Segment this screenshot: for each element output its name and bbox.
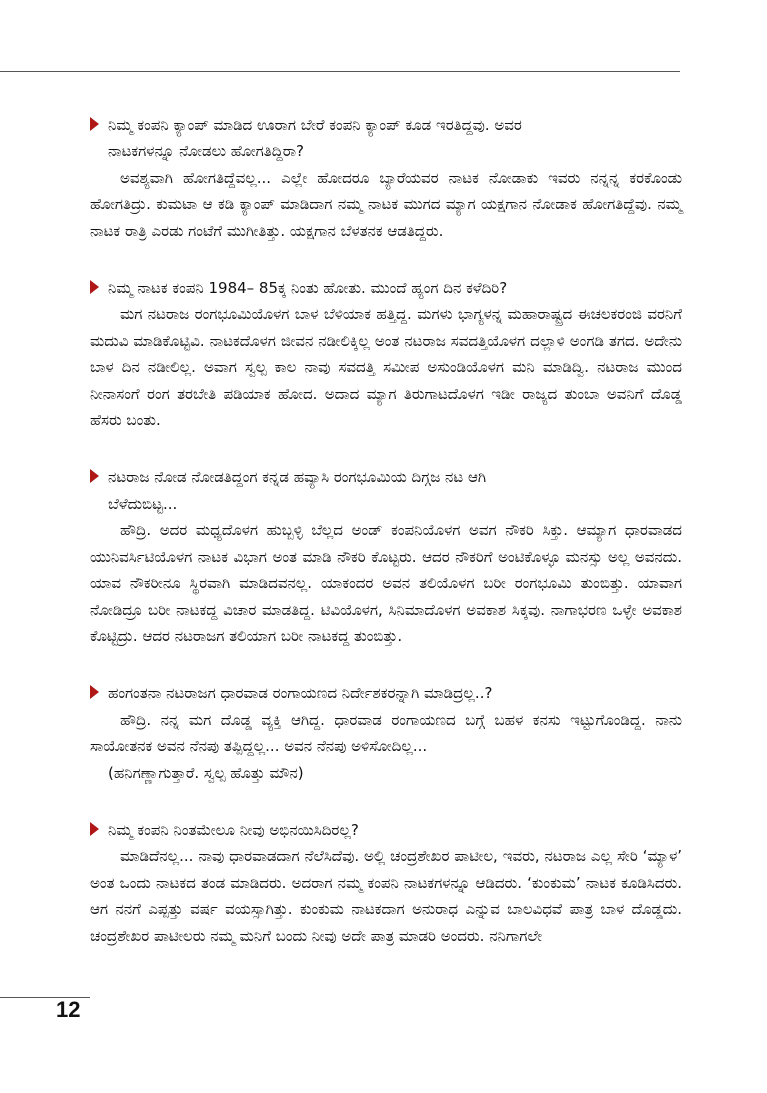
- red-arrow-icon: [90, 280, 99, 294]
- question-text: ನಿಮ್ಮ ನಾಟಕ ಕಂಪನಿ 1984– 85ಕ್ಕ ನಿಂತು ಹೋತು. ಮುಂದೆ ಹ್ಯಂಗ ದಿನ ಕಳೆದಿರಿ?: [108, 279, 508, 298]
- interview-body: [90, 112, 682, 980]
- page-number: 12: [56, 997, 81, 1022]
- answer: ಮಾಡಿದೆನಲ್ಲ... ನಾವು ಧಾರವಾಡದಾಗ ನೆಲೆಸಿದೆವು. ಅಲ್ಲಿ ಚಂದ್ರಶೇಖರ ಪಾಟೀಲ, ಇವರು, ನಟರಾಜ ಎಲ್ಲ ಸೇರಿ ‘ಮ್ಯಾಳ’ ಅಂತ ಒಂದು ನಾಟಕದ ತಂಡ ಮಾಡಿದರು. ಅದರಾಗ ನಮ್ಮ ಕಂಪನಿ ನಾಟಕಗಳನ್ನೂ ಆಡಿದರು. ‘ಕುಂಕುಮ’ ನಾಟಕ ಕೂಡಿಸಿದರು. ಆಗ ನನಗೆ ಎಪ್ಪತ್ತು ವರ್ಷ ವಯಸ್ಸಾಗಿತ್ತು. ಕುಂಕುಮ ನಾಟಕದಾಗ ಅನುರಾಧ ಎನ್ನುವ ಬಾಲವಿಧವೆ ಪಾತ್ರ ಬಾಳ ದೊಡ್ಡದು. ಚಂದ್ರಶೇಖರ ಪಾಟೀಲರು ನಮ್ಮ ಮನಿಗೆ ಬಂದು ನೀವು ಅದೇ ಪಾತ್ರ ಮಾಡರಿ ಅಂದರು. ನನಿಗಾಗಲೇ: [90, 847, 682, 945]
- red-arrow-icon: [90, 469, 99, 483]
- red-arrow-icon: [90, 822, 99, 836]
- qa-block-1: [90, 112, 682, 244]
- question: [90, 817, 682, 843]
- question-text: ನಟರಾಜ ನೋಡ ನೋಡತಿದ್ದಂಗ ಕನ್ನಡ ಹವ್ಯಾಸಿ ರಂಗಭೂಮಿಯ ದಿಗ್ಗಜ ನಟ ಆಗಿ: [108, 468, 487, 487]
- qa-block-2: [90, 275, 682, 433]
- red-arrow-icon: [90, 685, 99, 699]
- question: [90, 680, 682, 706]
- answer: ಮಗ ನಟರಾಜ ರಂಗಭೂಮಿಯೊಳಗ ಬಾಳ ಬೆಳಿಯಾಕ ಹತ್ತಿದ್ದ. ಮಗಳು ಭಾಗ್ಯಳನ್ನ ಮಹಾರಾಷ್ಟ್ರದ ಈಚಲಕರಂಜಿ ವರನಿಗೆ ಮದುವಿ ಮಾಡಿಕೊಟ್ಟಿವಿ. ನಾಟಕದೊಳಗ ಜೀವನ ನಡೀಲಿಕ್ಕಿಲ್ಲ ಅಂತ ನಟರಾಜ ಸವದತ್ತಿಯೊಳಗ ದಲ್ಲಾಳಿ ಅಂಗಡಿ ತಗದ. ಅದೇನು ಬಾಳ ದಿನ ನಡೀಲಿಲ್ಲ. ಅವಾಗ ಸ್ವಲ್ಪ ಕಾಲ ನಾವು ಸವದತ್ತಿ ಸಮೀಪ ಅಸುಂಡಿಯೊಳಗ ಮನಿ ಮಾಡಿದ್ವಿ. ನಟರಾಜ ಮುಂದ ನೀನಾಸಂಗೆ ರಂಗ ತರಬೇತಿ ಪಡಿಯಾಕ ಹೋದ. ಅದಾದ ಮ್ಯಾಗ ತಿರುಗಾಟದೊಳಗ ಇಡೀ ರಾಜ್ಯದ ತುಂಬಾ ಅವನಿಗೆ ದೊಡ್ಡ ಹೆಸರು ಬಂತು.: [90, 305, 682, 430]
- question-text: ನಿಮ್ಮ ಕಂಪನಿ ಕ್ಯಾಂಪ್ ಮಾಡಿದ ಊರಾಗ ಬೇರೆ ಕಂಪನಿ ಕ್ಯಾಂಪ್ ಕೂಡ ಇರತಿದ್ದವು. ಅವರ: [108, 116, 522, 134]
- question: [90, 112, 682, 165]
- question-text-continued: ಬೆಳೆದುಬಿಟ್ಟ...: [108, 494, 178, 513]
- qa-block-4: [90, 680, 682, 786]
- qa-block-5: [90, 817, 682, 949]
- question: [90, 464, 682, 517]
- question: [90, 275, 682, 301]
- red-arrow-icon: [90, 117, 99, 131]
- question-text: ನಿಮ್ಮ ಕಂಪನಿ ನಿಂತಮೇಲೂ ನೀವು ಅಭಿನಯಿಸಿದಿರಲ್ಲ?: [108, 820, 359, 839]
- qa-block-3: [90, 464, 682, 649]
- stage-note: (ಹನಿಗಣ್ಣಾಗುತ್ತಾರೆ. ಸ್ವಲ್ಪ ಹೊತ್ತು ಮೌನ): [108, 763, 304, 782]
- question-text: ಹಂಗಂತನಾ ನಟರಾಜಗ ಧಾರವಾಡ ರಂಗಾಯಣದ ನಿರ್ದೇಶಕರನ್ನಾಗಿ ಮಾಡಿದ್ರಲ್ಲ..?: [108, 684, 493, 703]
- question-text-continued: ನಾಟಕಗಳನ್ನೂ ನೋಡಲು ಹೋಗತಿದ್ದಿರಾ?: [108, 142, 304, 161]
- answer: ಹೌದ್ರಿ. ನನ್ನ ಮಗ ದೊಡ್ಡ ವ್ಯಕ್ತಿ ಆಗಿದ್ದ. ಧಾರವಾಡ ರಂಗಾಯಣದ ಬಗ್ಗೆ ಬಹಳ ಕನಸು ಇಟ್ಟುಗೊಂಡಿದ್ದ. ನಾನು ಸಾಯೋತನಕ ಅವನ ನೆನಪು ತಪ್ಪಿದ್ದಲ್ಲ... ಅವನ ನೆನಪು ಅಳಿಸೋದಿಲ್ಲ...: [90, 710, 682, 756]
- answer: ಹೌದ್ರಿ. ಅದರ ಮಧ್ಯದೊಳಗ ಹುಬ್ಬಳ್ಳಿ ಬೆಲ್ಲದ ಅಂಡ್ ಕಂಪನಿಯೊಳಗ ಅವಗ ನೌಕರಿ ಸಿಕ್ತು. ಆಮ್ಯಾಗ ಧಾರವಾಡದ ಯುನಿವರ್ಸಿಟಿಯೊಳಗ ನಾಟಕ ವಿಭಾಗ ಅಂತ ಮಾಡಿ ನೌಕರಿ ಕೊಟ್ಟರು. ಆದರ ನೌಕರಿಗೆ ಅಂಟಿಕೊಳ್ಳೂ ಮನಸ್ಸು ಅಲ್ಲ ಅವನದು. ಯಾವ ನೌಕರೀನೂ ಸ್ಥಿರವಾಗಿ ಮಾಡಿದವನಲ್ಲ. ಯಾಕಂದರ ಅವನ ತಲಿಯೊಳಗ ಬರೀ ರಂಗಭೂಮಿ ತುಂಬಿತ್ತು. ಯಾವಾಗ ನೋಡಿದ್ರೂ ಬರೀ ನಾಟಕದ್ದ ವಿಚಾರ ಮಾಡತಿದ್ದ. ಟಿವಿಯೊಳಗ, ಸಿನಿಮಾದೊಳಗ ಅವಕಾಶ ಸಿಕ್ಕವು. ನಾಗಾಭರಣ ಒಳ್ಳೇ ಅವಕಾಶ ಕೊಟ್ಟಿದ್ರು. ಆದರ ನಟರಾಜಗ ತಲಿಯಾಗ ಬರೀ ನಾಟಕದ್ದ ತುಂಬಿತ್ತು.: [90, 521, 682, 645]
- top-divider: [0, 71, 680, 72]
- answer: ಅವಶ್ಯವಾಗಿ ಹೋಗತಿದ್ದೆವಲ್ಲ... ಎಲ್ಲೇ ಹೋದರೂ ಬ್ಯಾರೆಯವರ ನಾಟಕ ನೋಡಾಕು ಇವರು ನನ್ನನ್ನ ಕರಕೊಂಡು ಹೋಗತಿದ್ರು. ಕುಮಟಾ ಆ ಕಡಿ ಕ್ಯಾಂಪ್ ಮಾಡಿದಾಗ ನಮ್ಮ ನಾಟಕ ಮುಗದ ಮ್ಯಾಗ ಯಕ್ಷಗಾನ ನೋಡಾಕ ಹೋಗತಿದ್ದೆವು. ನಮ್ಮ ನಾಟಕ ರಾತ್ರಿ ಎರಡು ಗಂಟೆಗೆ ಮುಗೀತಿತ್ತು. ಯಕ್ಷಗಾನ ಬೆಳತನಕ ಆಡತಿದ್ದರು.: [90, 168, 682, 240]
